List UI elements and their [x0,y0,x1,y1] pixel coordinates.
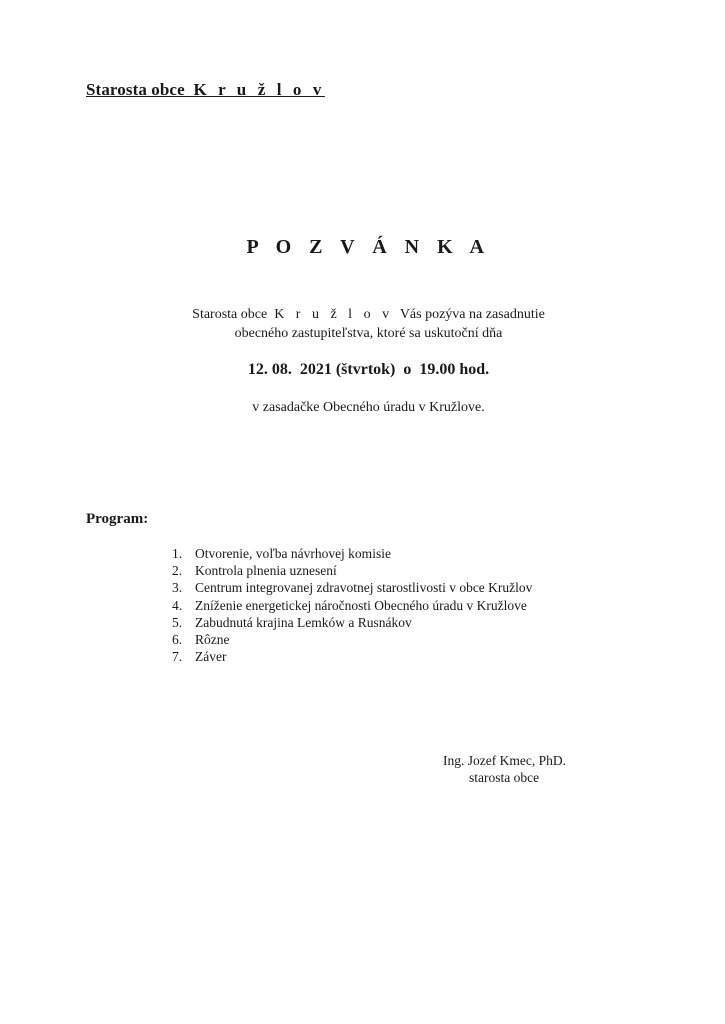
program-item-text: Zabudnutá krajina Lemków a Rusnákov [195,614,412,630]
invitation-suffix: Vás pozýva na zasadnutie [393,307,545,322]
program-item-text: Kontrola plnenia uznesení [195,563,337,579]
program-item-number: 1. [172,546,183,561]
header-prefix: Starosta obce [86,80,194,99]
program-list [172,545,532,665]
meeting-venue: v zasadačke Obecného úradu v Kružlove. [252,400,485,415]
meeting-datetime: 12. 08. 2021 (štvrtok) o 19.00 hod. [247,361,490,378]
invitation-municipality: K r u ž l o v [274,307,394,322]
program-item-number: 6. [172,632,183,648]
program-item [172,648,532,665]
document-title: P O Z V Á N K A [246,236,491,258]
invitation-text [0,305,725,343]
program-item [172,597,532,614]
program-item-number: 5. [172,614,183,630]
document-header [86,80,325,100]
program-item-number: 2. [172,563,183,579]
invitation-line-2: obecného zastupiteľstva, ktoré sa uskutoční dňa [234,326,503,341]
program-item-text: Záver [195,649,227,665]
signatory-name: Ing. Jozef Kmec, PhD. [443,753,566,768]
program-item [172,631,532,648]
program-item-number: 4. [172,597,183,613]
signature-block [443,752,566,786]
header-municipality: K r u ž l o v [193,80,325,99]
program-item-text: Rôzne [195,632,230,648]
program-item-text: Centrum integrovanej zdravotnej starostlivosti v obce Kružlov [195,580,533,596]
program-item [172,614,532,631]
invitation-line-1 [12,305,725,324]
program-item-text: Otvorenie, voľba návrhovej komisie [195,546,391,561]
program-item-number: 3. [172,580,183,596]
program-item-text: Zníženie energetickej náročnosti Obecného úradu v Kružlove [195,597,527,613]
program-item [172,545,532,562]
signatory-role: starosta obce [469,770,540,785]
invitation-prefix: Starosta obce [192,307,275,322]
program-item [172,579,532,596]
program-item [172,562,532,579]
program-heading: Program: [86,511,149,527]
program-item-number: 7. [172,649,183,665]
